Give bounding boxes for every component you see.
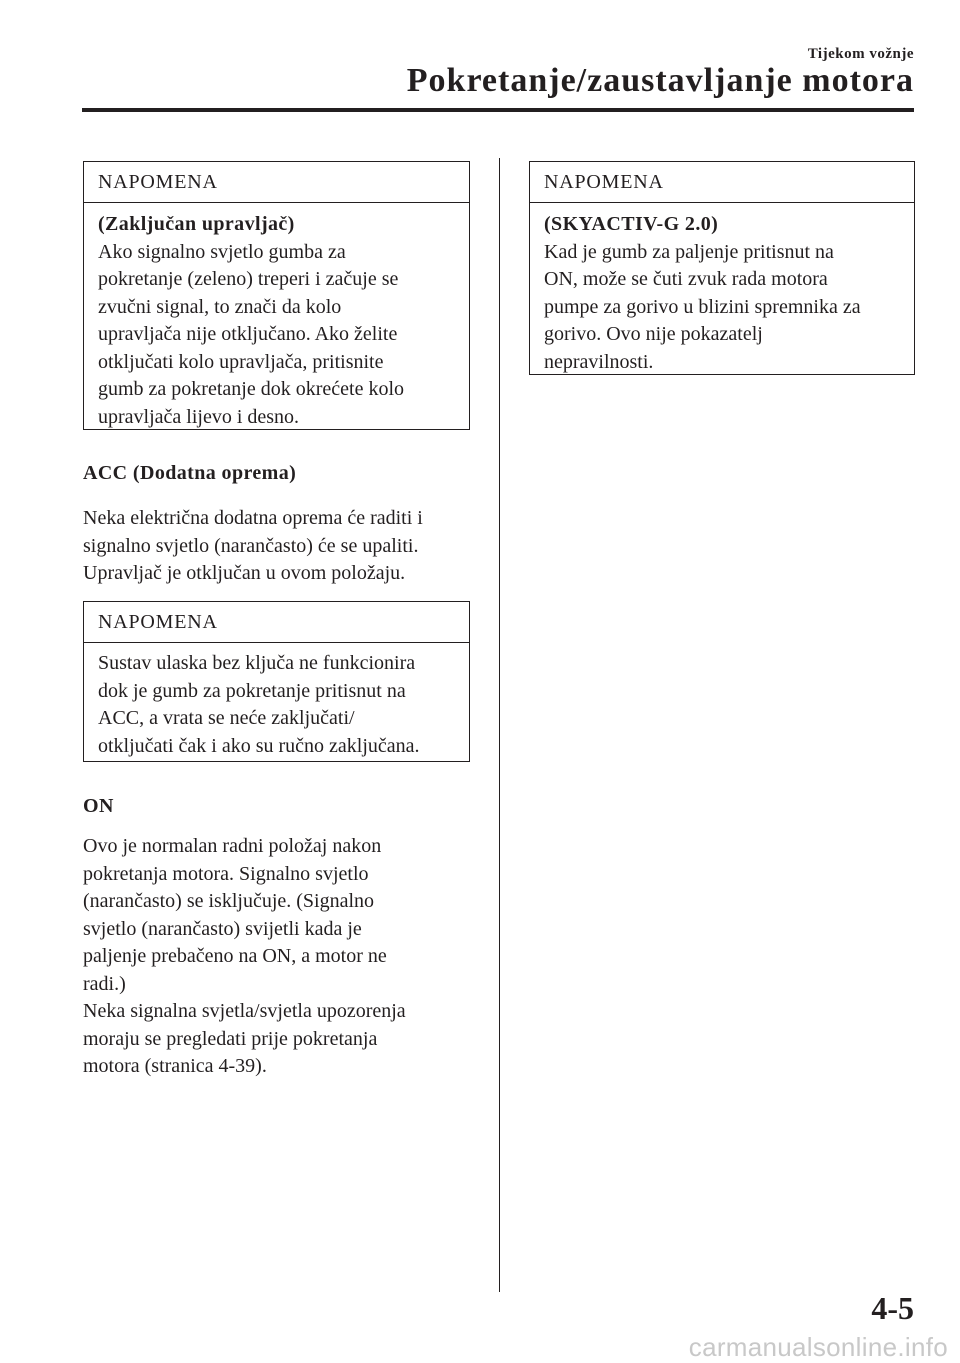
note-line: pumpe za gorivo u blizini spremnika za	[544, 295, 861, 318]
paragraph-line: Ovo je normalan radni položaj nakon	[83, 835, 382, 857]
note-line: gorivo. Ovo nije pokazatelj	[544, 323, 763, 345]
note-line: ACC, a vrata se neće zaključati/	[98, 707, 355, 729]
note-line: Ako signalno svjetlo gumba za	[98, 240, 346, 263]
paragraph-line: Upravljač je otključan u ovom položaju.	[83, 562, 406, 584]
note-heading: NAPOMENA	[84, 602, 469, 643]
acc-paragraph	[83, 505, 483, 588]
paragraph-line: motora (stranica 4-39).	[83, 1055, 267, 1077]
note-line: otključati čak i ako su ručno zaključana.	[98, 734, 420, 757]
page-number: 4-5	[871, 1290, 914, 1326]
paragraph-line: Neka električna dodatna oprema će raditi i	[83, 507, 423, 529]
note-line: nepravilnosti.	[544, 350, 654, 373]
paragraph-line: signalno svjetlo (narančasto) će se upaliti.	[83, 534, 419, 557]
note-subheading: (SKYACTIV-G 2.0)	[544, 213, 719, 235]
on-paragraph	[83, 833, 483, 1081]
note-heading: NAPOMENA	[530, 162, 914, 203]
watermark: carmanualsonline.info	[688, 1332, 948, 1362]
note-box-skyactiv	[529, 161, 915, 375]
paragraph-line: pokretanja motora. Signalno svjetlo	[83, 862, 369, 885]
paragraph-line: paljenje prebačeno na ON, a motor ne	[83, 945, 387, 967]
paragraph-line: Neka signalna svjetla/svjetla upozorenja	[83, 1000, 406, 1022]
paragraph-line: moraju se pregledati prije pokretanja	[83, 1027, 378, 1050]
paragraph-line: (narančasto) se isključuje. (Signalno	[83, 890, 375, 912]
note-line: ON, može se čuti zvuk rada motora	[544, 268, 828, 290]
note-line: dok je gumb za pokretanje pritisnut na	[98, 679, 406, 702]
paragraph-line: svjetlo (narančasto) svijetli kada je	[83, 917, 362, 940]
note-subheading: (Zaključan upravljač)	[98, 213, 295, 235]
header-rule	[82, 108, 914, 112]
note-line: upravljača nije otključano. Ako želite	[98, 323, 398, 345]
section-label: Tijekom vožnje	[807, 46, 914, 62]
column-divider	[499, 158, 500, 1292]
on-heading: ON	[83, 795, 114, 817]
page-title: Pokretanje/zaustavljanje motora	[406, 62, 914, 99]
note-box-keyless-entry	[83, 601, 470, 762]
paragraph-line: radi.)	[83, 972, 126, 995]
note-line: Sustav ulaska bez ključa ne funkcionira	[98, 652, 416, 674]
note-body	[84, 203, 469, 439]
note-line: otključati kolo upravljača, pritisnite	[98, 350, 384, 373]
note-heading: NAPOMENA	[84, 162, 469, 203]
note-line: pokretanje (zeleno) treperi i začuje se	[98, 268, 399, 290]
note-line: Kad je gumb za paljenje pritisnut na	[544, 240, 834, 263]
acc-heading: ACC (Dodatna oprema)	[83, 462, 297, 484]
note-body	[84, 643, 469, 768]
note-box-locked-steering	[83, 161, 470, 430]
note-body	[530, 203, 914, 384]
note-line: upravljača lijevo i desno.	[98, 405, 300, 428]
note-line: gumb za pokretanje dok okrećete kolo	[98, 378, 404, 400]
note-line: zvučni signal, to znači da kolo	[98, 295, 342, 318]
